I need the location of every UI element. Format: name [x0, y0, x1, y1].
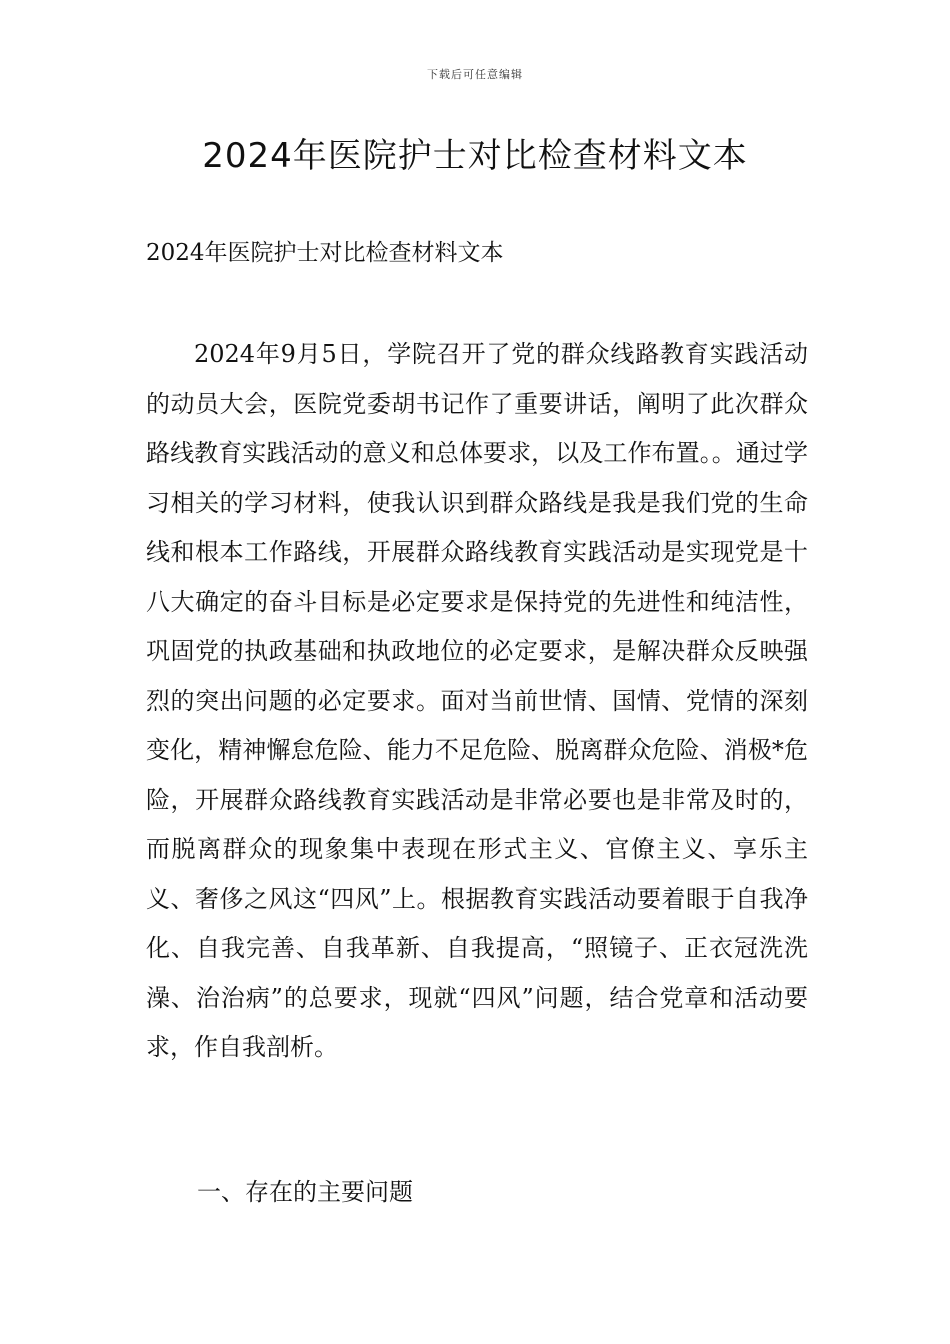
body-paragraph: 2024年9月5日，学院召开了党的群众线路教育实践活动的动员大会，医院党委胡书记作了重要讲话，阐明了此次群众路线教育实践活动的意义和总体要求，以及工作布置。。通过学习相关的学习材料，使我认识到群众路线是我是我们党的生命线和根本工作路线，开展群众路线教育实践活动是实现党是十八大确定的奋斗目标是必定要求是保持党的先进性和纯洁性，巩固党的执政基础和执政地位的必定要求，是解决群众反映强烈的突出问题的必定要求。面对当前世情、国情、党情的深刻变化，精神懈怠危险、能力不足危险、脱离群众危险、消极*危险，开展群众路线教育实践活动是非常必要也是非常及时的，而脱离群众的现象集中表现在形式主义、官僚主义、享乐主义、奢侈之风这“四风”上。根据教育实践活动要着眼于自我净化、自我完善、自我革新、自我提高，“照镜子、正衣冠洗洗澡、治治病”的总要求，现就“四风”问题，结合党章和活动要求，作自我剖析。: [146, 340, 808, 1061]
document-title: 2024年医院护士对比检查材料文本: [202, 136, 748, 176]
document-subtitle: 2024年医院护士对比检查材料文本: [146, 240, 504, 266]
section-heading: 一、存在的主要问题: [197, 1178, 413, 1206]
page-header-note: 下载后可任意编辑: [427, 68, 523, 81]
